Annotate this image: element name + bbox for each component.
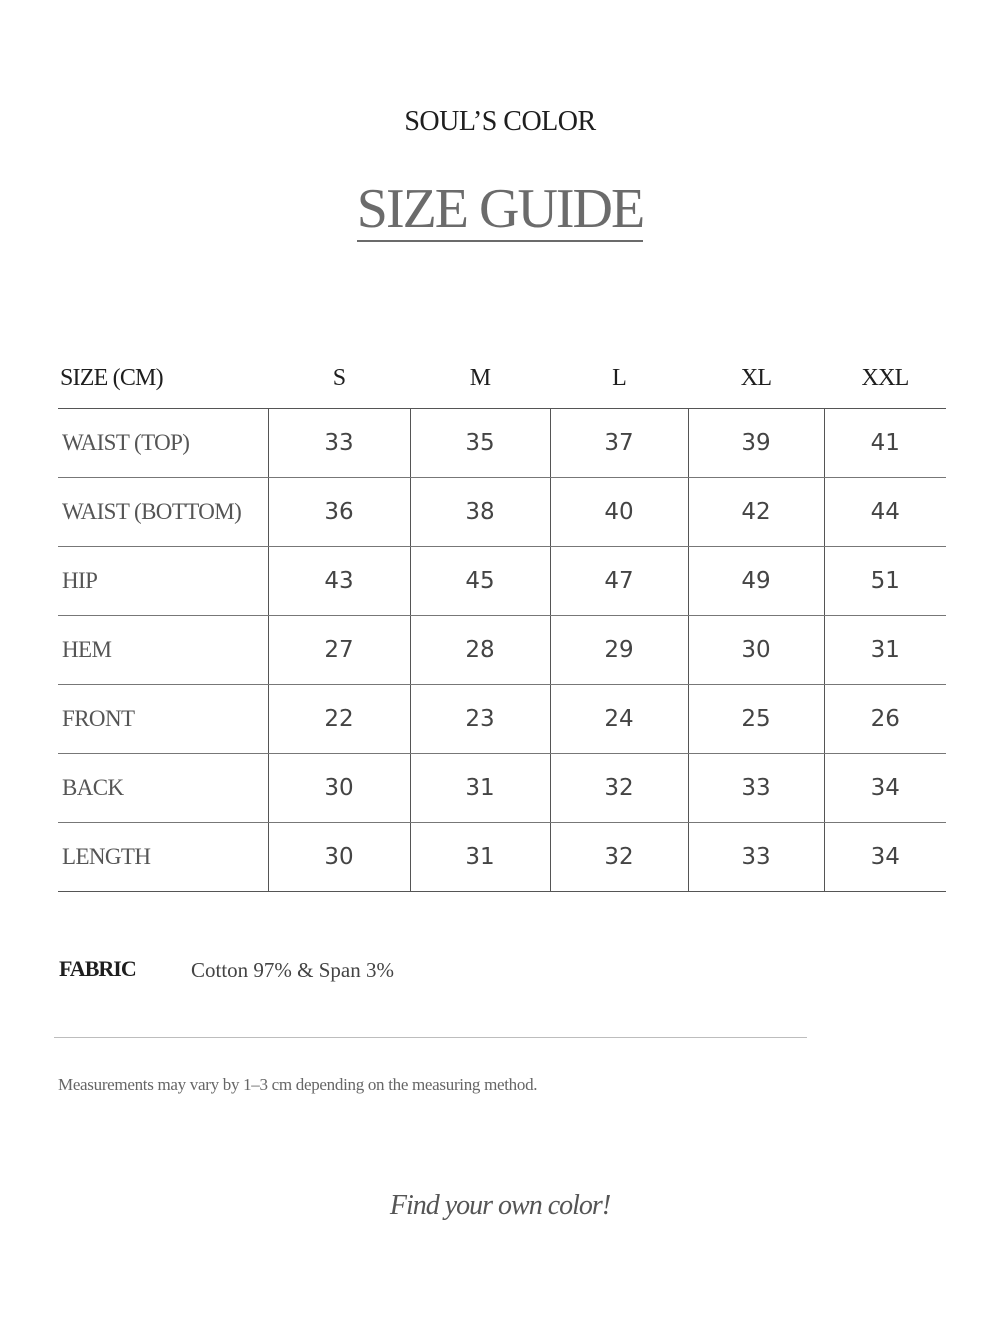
row-label: FRONT	[58, 685, 268, 754]
table-cell: 39	[688, 409, 824, 478]
table-cell: 33	[688, 823, 824, 892]
tagline: Find your own color!	[389, 1190, 611, 1221]
table-cell: 30	[268, 823, 410, 892]
table-cell: 34	[824, 823, 946, 892]
table-cell: 31	[824, 616, 946, 685]
table-row	[58, 409, 946, 478]
row-label: HEM	[58, 616, 268, 685]
table-cell: 47	[550, 547, 688, 616]
table-row	[58, 685, 946, 754]
row-label: LENGTH	[58, 823, 268, 892]
size-header-l: L	[550, 348, 688, 409]
table-cell: 34	[824, 754, 946, 823]
table-cell: 44	[824, 478, 946, 547]
table-row	[58, 823, 946, 892]
table-cell: 30	[268, 754, 410, 823]
table-cell: 33	[268, 409, 410, 478]
size-table	[58, 348, 946, 892]
row-label: WAIST (TOP)	[58, 409, 268, 478]
table-row	[58, 547, 946, 616]
table-cell: 28	[410, 616, 550, 685]
fabric-label: FABRIC	[59, 956, 136, 981]
table-cell: 24	[550, 685, 688, 754]
size-header-s: S	[268, 348, 410, 409]
table-cell: 51	[824, 547, 946, 616]
table-cell: 29	[550, 616, 688, 685]
row-label: HIP	[58, 547, 268, 616]
table-cell: 42	[688, 478, 824, 547]
table-cell: 32	[550, 823, 688, 892]
page-title: SIZE GUIDE	[356, 178, 644, 240]
size-header-xl: XL	[688, 348, 824, 409]
table-cell: 38	[410, 478, 550, 547]
brand-name: SOUL’S COLOR	[404, 106, 596, 137]
table-cell: 43	[268, 547, 410, 616]
measurement-note: Measurements may vary by 1–3 cm depending on the measuring method.	[58, 1075, 538, 1094]
size-unit-header: SIZE (CM)	[58, 348, 268, 409]
table-row	[58, 478, 946, 547]
table-cell: 25	[688, 685, 824, 754]
row-label: BACK	[58, 754, 268, 823]
table-cell: 26	[824, 685, 946, 754]
table-cell: 22	[268, 685, 410, 754]
table-cell: 37	[550, 409, 688, 478]
table-cell: 31	[410, 823, 550, 892]
size-header-xxl: XXL	[824, 348, 946, 409]
row-label: WAIST (BOTTOM)	[58, 478, 268, 547]
table-cell: 35	[410, 409, 550, 478]
fabric-value: Cotton 97% & Span 3%	[191, 958, 394, 982]
table-row	[58, 754, 946, 823]
table-cell: 36	[268, 478, 410, 547]
table-cell: 27	[268, 616, 410, 685]
table-cell: 33	[688, 754, 824, 823]
table-row	[58, 616, 946, 685]
table-cell: 45	[410, 547, 550, 616]
table-cell: 40	[550, 478, 688, 547]
table-cell: 31	[410, 754, 550, 823]
table-cell: 23	[410, 685, 550, 754]
table-cell: 32	[550, 754, 688, 823]
table-header-row	[58, 348, 946, 409]
table-cell: 30	[688, 616, 824, 685]
title-wrap	[0, 180, 1000, 242]
table-cell: 49	[688, 547, 824, 616]
divider	[54, 1037, 807, 1038]
table-cell: 41	[824, 409, 946, 478]
size-header-m: M	[410, 348, 550, 409]
